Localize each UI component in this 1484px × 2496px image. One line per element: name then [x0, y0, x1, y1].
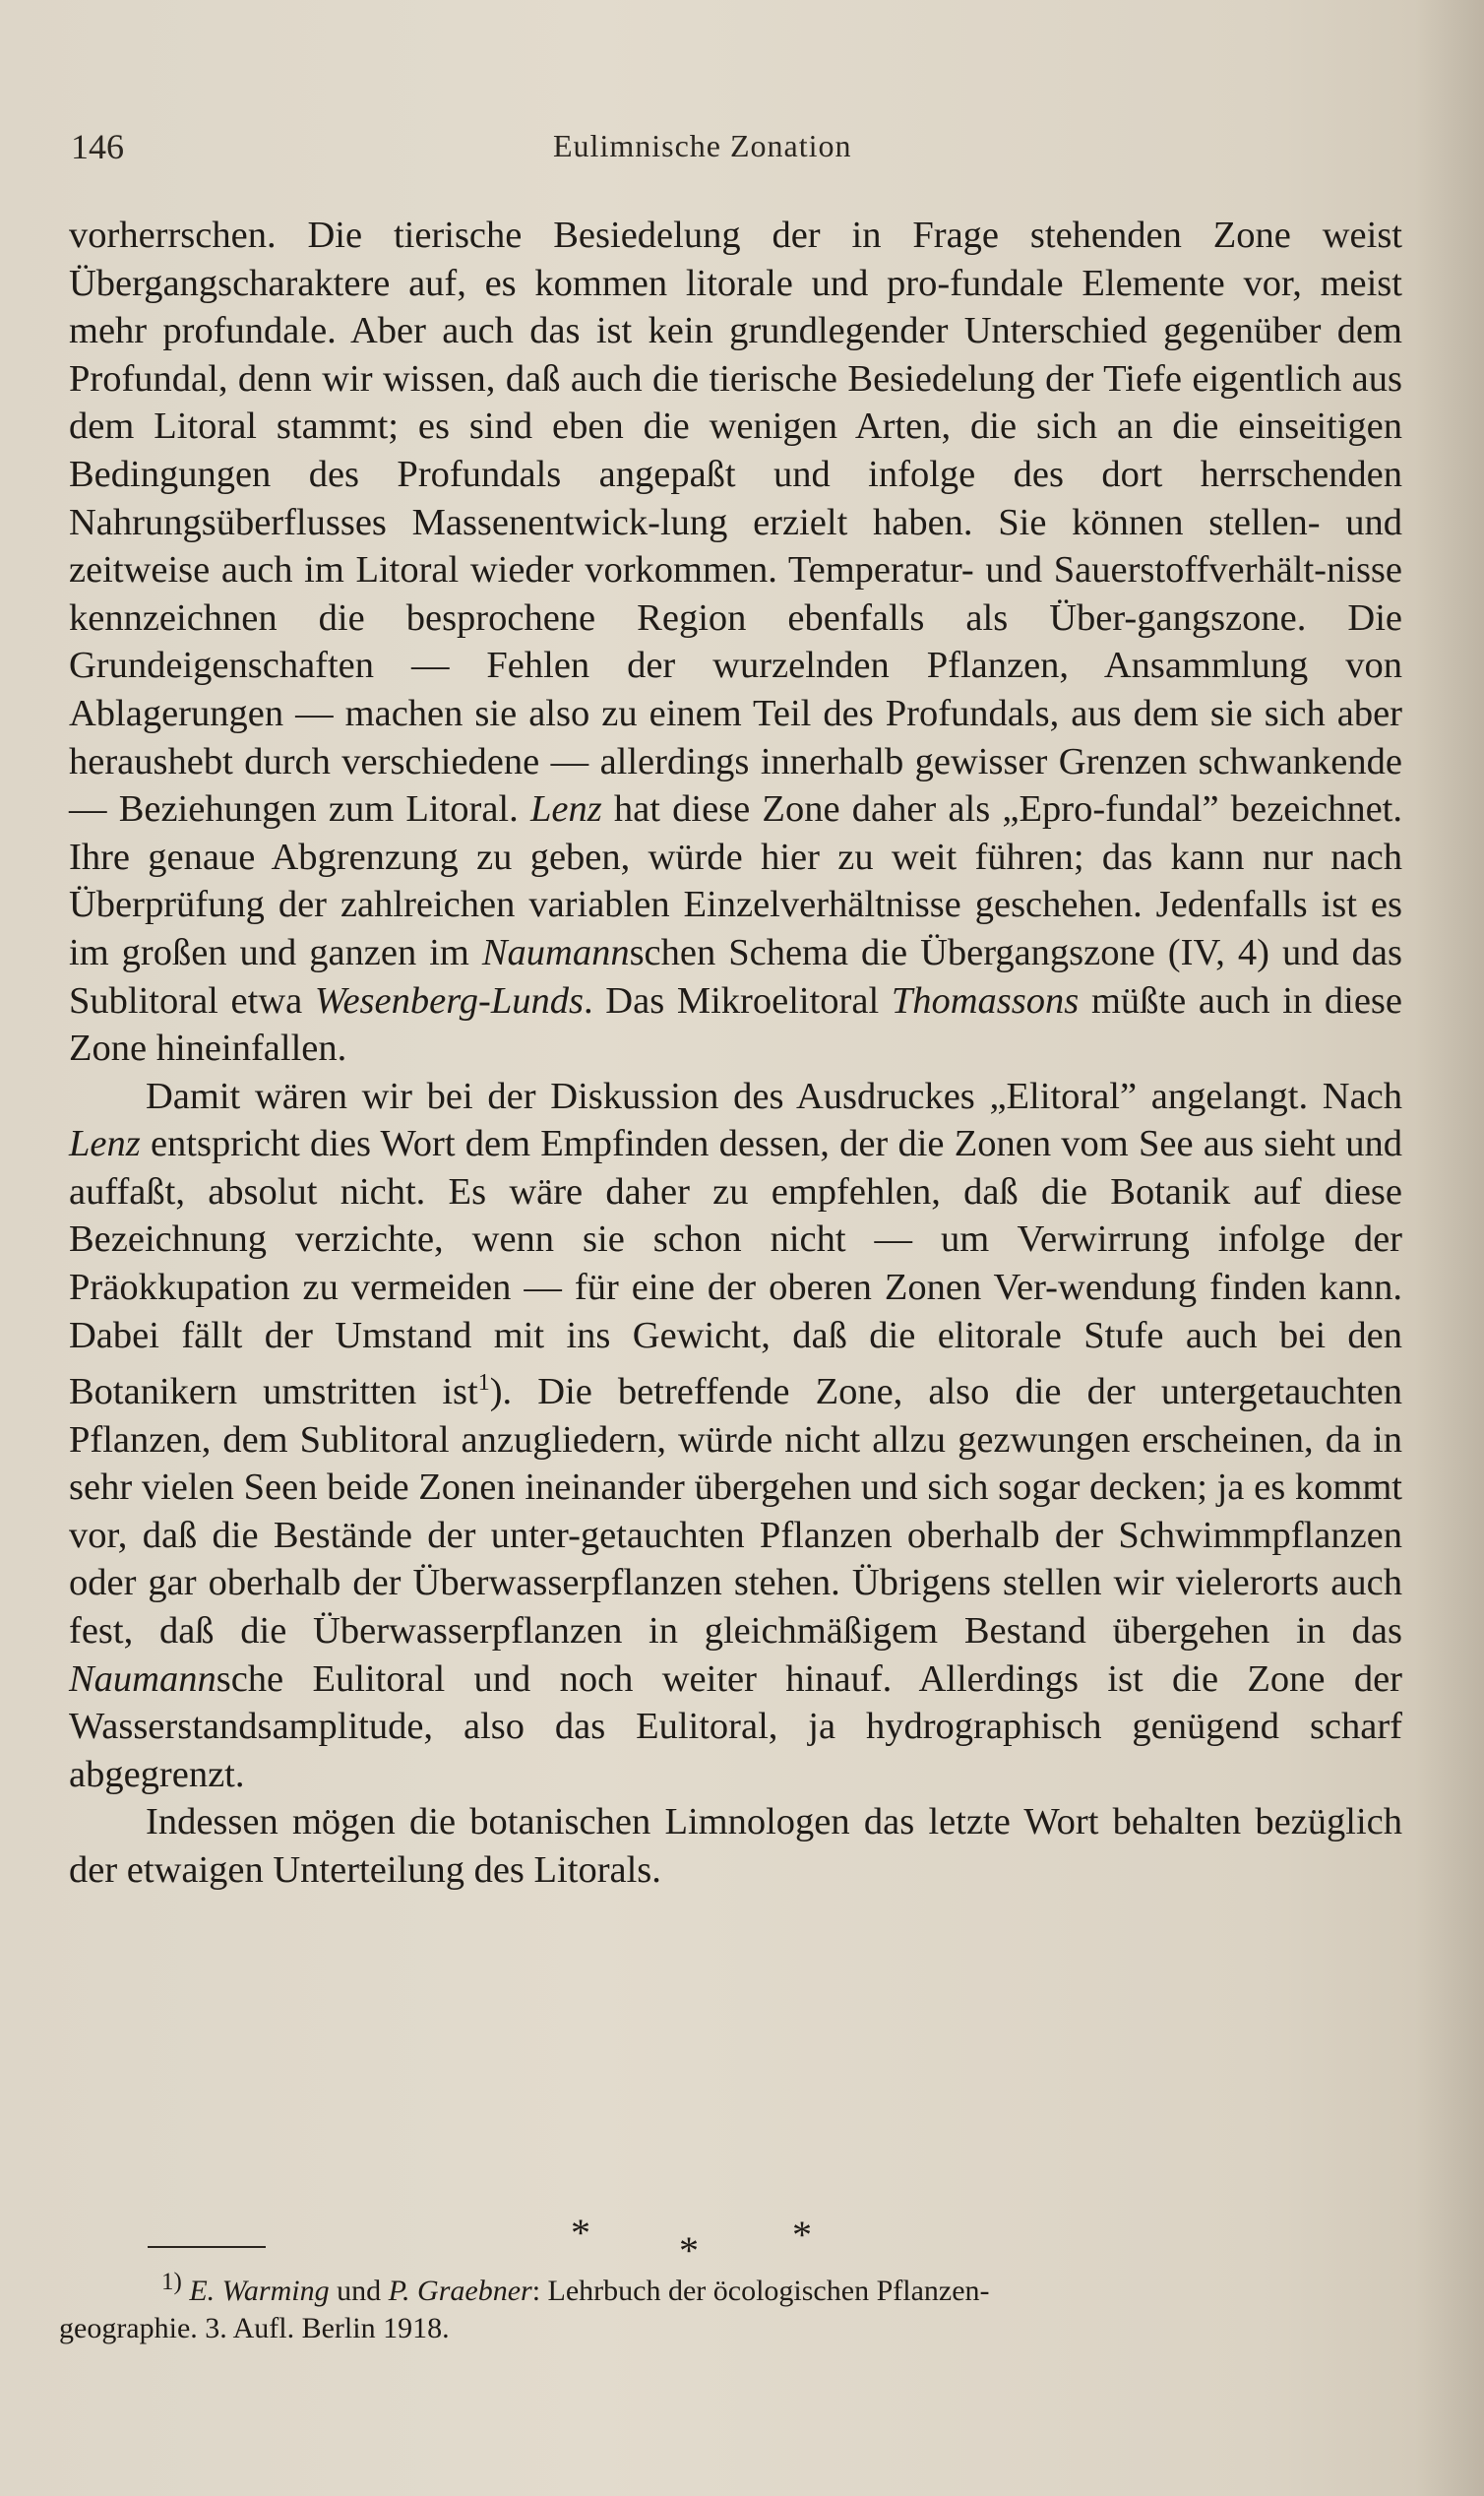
text-run: lung erzielt haben. Sie können stellen- und zeitweise auch im	[69, 501, 1402, 592]
text-run: Bestand übergehen in das	[963, 1610, 1402, 1653]
page-edge-shadow	[1415, 0, 1484, 2496]
text-run: oberhalb der Überwasserpflanzen stehen. Übrigens stellen wir	[208, 1562, 1176, 1604]
text-run: Präokkupation zu vermeiden — für eine der oberen Zonen Ver-	[69, 1267, 1059, 1309]
italic-name: Lenz	[529, 788, 602, 831]
text-run: entspricht dies Wort dem Empfinden dessen,	[140, 1123, 840, 1165]
text-run: der die Zonen vom See aus sieht und auffaßt, absolut nicht. Es	[69, 1123, 1402, 1213]
text-run: Pflanzen, Ansammlung von Ablagerungen — machen sie also zu	[69, 645, 1402, 734]
text-run: behalten bezüglich der etwaigen Unterteilung des Litorals.	[69, 1801, 1402, 1892]
italic-name: Wesenberg-Lunds	[314, 979, 584, 1022]
text-run: Litoral wieder vorkommen. Temperatur- und Sauerstoffverhält-	[355, 549, 1327, 592]
text-run: — Beziehungen zum Litoral.	[69, 788, 530, 831]
text-run: variablen Einzelverhältnisse geschehen. Jedenfalls ist es im großen	[69, 884, 1403, 973]
text-run: Die betreffende Zone, also die der untergetauchten Pflanzen, dem	[69, 1371, 1402, 1461]
footnote-title: : Lehrbuch der öcologischen Pflanzen-	[531, 2275, 990, 2307]
text-run: Indessen mögen die botanischen Limnologen das letzte Wort	[146, 1801, 1113, 1843]
text-run: Damit wären wir bei der Diskussion des Ausdruckes „Elitoral”	[146, 1075, 1151, 1117]
running-head: Eulimnische Zonation	[553, 128, 852, 163]
text-run: hinauf. Allerdings ist die Zone der Wasserstandsamplitude, also	[69, 1657, 1402, 1748]
page-number: 146	[71, 127, 124, 166]
paragraph	[69, 212, 1402, 1073]
paragraph	[69, 1798, 1402, 1894]
text-run: sche Eulitoral und noch weiter	[216, 1657, 786, 1700]
text-run: da in sehr vielen Seen beide Zonen ineinander übergehen und sich	[69, 1418, 1402, 1509]
italic-name: Naumann	[481, 931, 630, 973]
text-run: zu weit führen; das kann nur nach Überprüfung der zahlreichen	[69, 836, 1402, 926]
text-run: an die einseitigen Bedingungen des Profundals angepaßt und	[69, 406, 1403, 495]
text-run: . Das Mikroelitoral	[583, 979, 892, 1022]
text-run: und das Sublitoral etwa	[69, 931, 1402, 1022]
text-run: daß die elitorale Stufe auch bei den Botanikern umstritten ist	[69, 1314, 1403, 1413]
text-run: müßte auch in diese Zone hineinfallen.	[69, 979, 1402, 1070]
section-break	[551, 2210, 846, 2273]
text-run: aus dem Litoral stammt; es sind eben die wenigen Arten, die sich	[69, 357, 1402, 448]
text-run: wäre daher zu empfehlen, daß die Botanik auf diese Bezeichnung	[69, 1170, 1402, 1261]
text-run: kein grundlegender Unterschied gegenüber dem Profundal, denn	[69, 310, 1402, 400]
section-break-star: *	[571, 2211, 590, 2255]
footnote-author: E. Warming	[189, 2275, 330, 2307]
text-run: verschiedene — allerdings innerhalb gewisser Grenzen schwankende	[341, 740, 1402, 782]
footnote-ref: 1	[477, 1370, 490, 1397]
footnote	[59, 2264, 1397, 2347]
text-run: schen Schema die Übergangszone (IV, 4)	[629, 931, 1282, 973]
footnote-marker: 1)	[161, 2269, 182, 2295]
italic-name: Thomassons	[891, 979, 1080, 1022]
footnote-author: P. Graebner	[388, 2275, 532, 2307]
page-header	[71, 126, 1409, 185]
section-break-star: *	[792, 2213, 812, 2257]
text-run: wendung finden kann. Dabei fällt der Umstand mit ins Gewicht,	[69, 1267, 1402, 1356]
text-run: und ganzen im	[239, 931, 482, 973]
text-run: sogar decken; ja es kommt vor, daß die Bestände der unter-	[69, 1466, 1402, 1556]
text-run: nisse kennzeichnen die besprochene Region ebenfalls als Über-	[69, 549, 1402, 639]
text-run: fundal” bezeichnet. Ihre genaue Abgrenzung zu geben, würde hier	[69, 788, 1402, 878]
text-run: wir wissen, daß auch die tierische Besiedelung der Tiefe eigentlich	[322, 357, 1352, 400]
text-run: getauchten Pflanzen oberhalb der Schwimmpflanzen oder gar	[69, 1514, 1402, 1604]
text-run: hat diese Zone daher als „Epro-	[601, 788, 1106, 831]
footnote-line: geographie. 3. Aufl. Berlin 1918.	[59, 2312, 450, 2344]
text-run: vielerorts auch fest, daß die Überwasserpflanzen in gleichmäßigem	[69, 1562, 1402, 1653]
italic-name: Naumann	[69, 1657, 216, 1700]
text-run: angelangt. Nach	[1150, 1075, 1403, 1117]
text-run: verzichte, wenn sie schon nicht — um Verwirrung infolge der	[294, 1218, 1403, 1261]
text-run: Zone weist Übergangscharaktere auf, es kommen litorale und pro-	[69, 215, 1402, 304]
text-run: vorherrschen. Die tierische Besiedelung der in Frage stehenden	[69, 215, 1213, 256]
text-run: gangszone. Die Grundeigenschaften — Fehlen der wurzelnden	[69, 596, 1402, 687]
section-break-star: *	[679, 2228, 699, 2273]
text-run: fundale Elemente vor, meist mehr profundale. Aber auch das ist	[69, 262, 1402, 352]
text-run: das Eulitoral, ja hydrographisch genügend scharf abgegrenzt.	[69, 1706, 1402, 1795]
text-run: Sublitoral anzugliedern, würde nicht allzu gezwungen erscheinen,	[299, 1418, 1326, 1461]
text-run: infolge des dort herrschenden Nahrungsüberflusses Massenentwick-	[69, 453, 1402, 543]
paragraph	[69, 1073, 1402, 1799]
italic-name: Lenz	[69, 1123, 141, 1165]
body-text	[69, 212, 1402, 1895]
footnote-rule	[148, 2246, 266, 2248]
text-run: ).	[489, 1371, 538, 1413]
footnote-conjunction: und	[329, 2275, 389, 2307]
text-run: einem Teil des Profundals, aus dem sie sich aber heraushebt durch	[69, 692, 1403, 782]
